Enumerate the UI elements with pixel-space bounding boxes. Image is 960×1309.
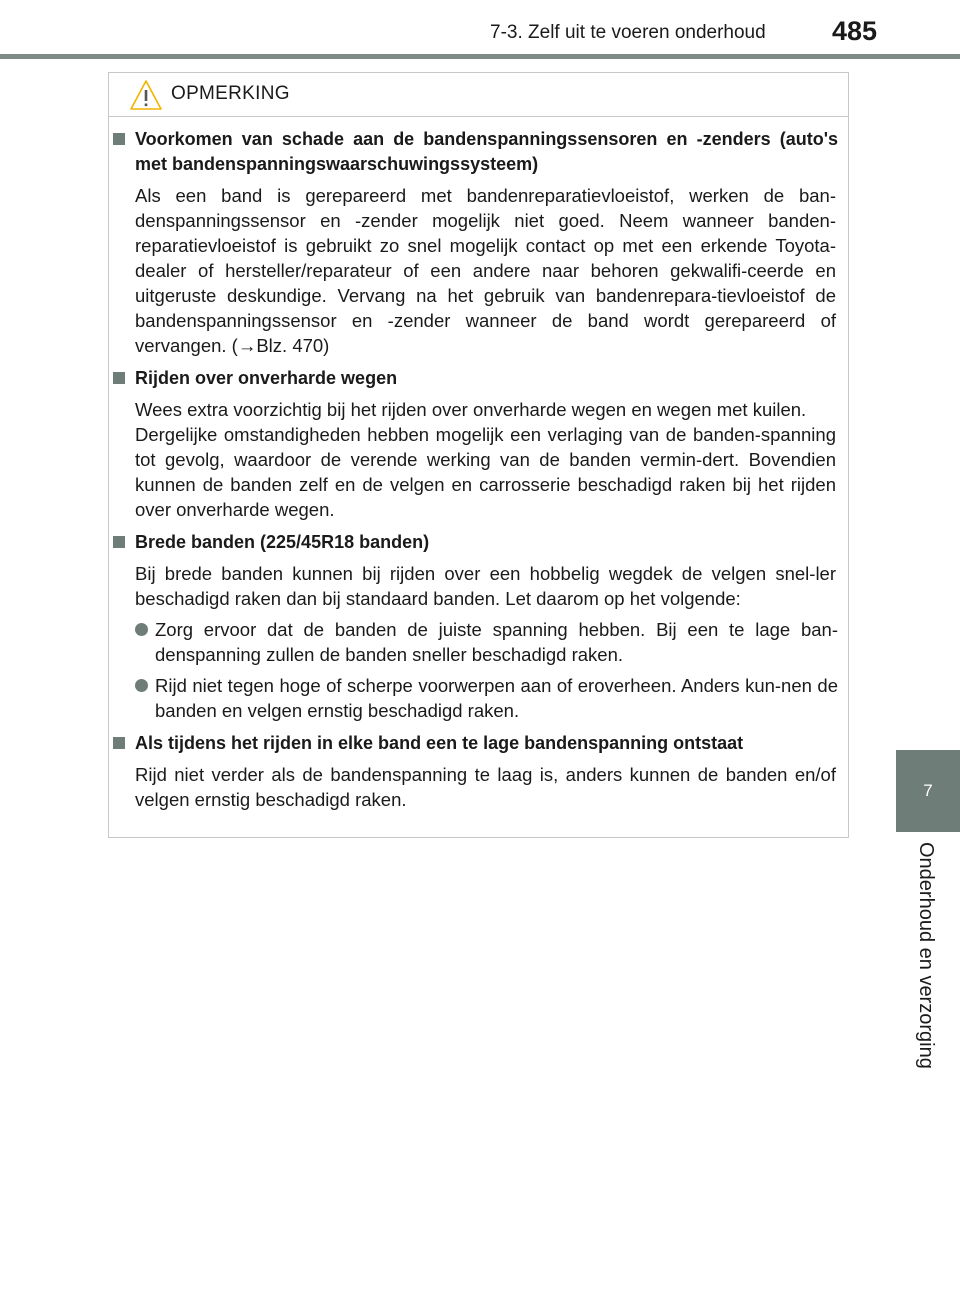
section-low-pressure — [109, 731, 848, 812]
list-item — [155, 673, 838, 723]
section-heading: Als tijdens het rijden in elke band een te lage bandenspanning ontstaat — [135, 733, 744, 753]
list-item — [155, 617, 838, 667]
section-paragraph: Bij brede banden kunnen bij rijden over een hobbelig wegdek de velgen snel-ler beschadigd raken dan bij standaard banden. Let daarom op het volgende: — [135, 563, 836, 609]
notice-header — [109, 73, 848, 117]
square-bullet-icon — [113, 372, 125, 384]
notice-title: OPMERKING — [171, 83, 290, 104]
warning-triangle-icon — [129, 79, 163, 111]
section-paragraph: Als een band is gerepareerd met bandenreparatievloeistof, werken de ban-denspanningssensor en -zender mogelijk niet goed. Neem wanneer banden-reparatievloeistof is gebruikt zo snel mogelijk contact op met een erkende Toyota-dealer of hersteller/reparateur of een andere naar behoren gekwalifi-ceerde en uitgeruste deskundige. Vervang na het gebruik van bandenrepara-tievloeistof de bandenspanningssensor en -zender wanneer de band wordt gerepareerd of vervangen. (→Blz. 470) — [135, 185, 836, 356]
paragraph-line-1: Wees extra voorzichtig bij het rijden over onverharde wegen en wegen met kuilen. — [135, 399, 807, 420]
square-bullet-icon — [113, 737, 125, 749]
paragraph-line-2: Dergelijke omstandigheden hebben mogelijk een verlaging van de banden-spanning tot gevolg, waardoor de verende werking van de banden vermin-dert. Bovendien kunnen de banden zelf en de velgen en carrosserie beschadigd raken bij het rijden over onverharde wegen. — [135, 424, 836, 520]
list-item-text: Rijd niet tegen hoge of scherpe voorwerpen aan of eroverheen. Anders kun-nen de banden en velgen ernstig beschadigd raken. — [155, 675, 838, 721]
section-paragraph — [135, 397, 836, 522]
chapter-title: Onderhoud en verzorging — [915, 842, 937, 1069]
notice-box — [108, 72, 849, 838]
section-wide-tyres — [109, 530, 848, 723]
square-bullet-icon — [113, 133, 125, 145]
section-unpaved-roads — [109, 366, 848, 522]
notice-body — [109, 127, 848, 820]
section-heading: Rijden over onverharde wegen — [135, 368, 398, 388]
header-divider — [0, 54, 960, 59]
round-bullet-icon — [135, 623, 148, 636]
chapter-tab: 7 — [896, 750, 960, 832]
section-heading: Voorkomen van schade aan de bandenspanningssensoren en -zenders (auto's met bandenspanningswaarschuwingssysteem) — [135, 129, 838, 174]
square-bullet-icon — [113, 536, 125, 548]
round-bullet-icon — [135, 679, 148, 692]
page-number: 485 — [832, 16, 878, 46]
list-item-text: Zorg ervoor dat de banden de juiste spanning hebben. Bij een te lage ban-denspanning zullen de banden sneller beschadigd raken. — [155, 619, 838, 665]
section-paragraph: Rijd niet verder als de bandenspanning te laag is, anders kunnen de banden en/of velgen ernstig beschadigd raken. — [135, 764, 836, 810]
section-sensor-damage — [109, 127, 848, 358]
section-heading: Brede banden (225/45R18 banden) — [135, 532, 430, 552]
header-section-title: 7-3. Zelf uit te voeren onderhoud — [490, 22, 766, 43]
